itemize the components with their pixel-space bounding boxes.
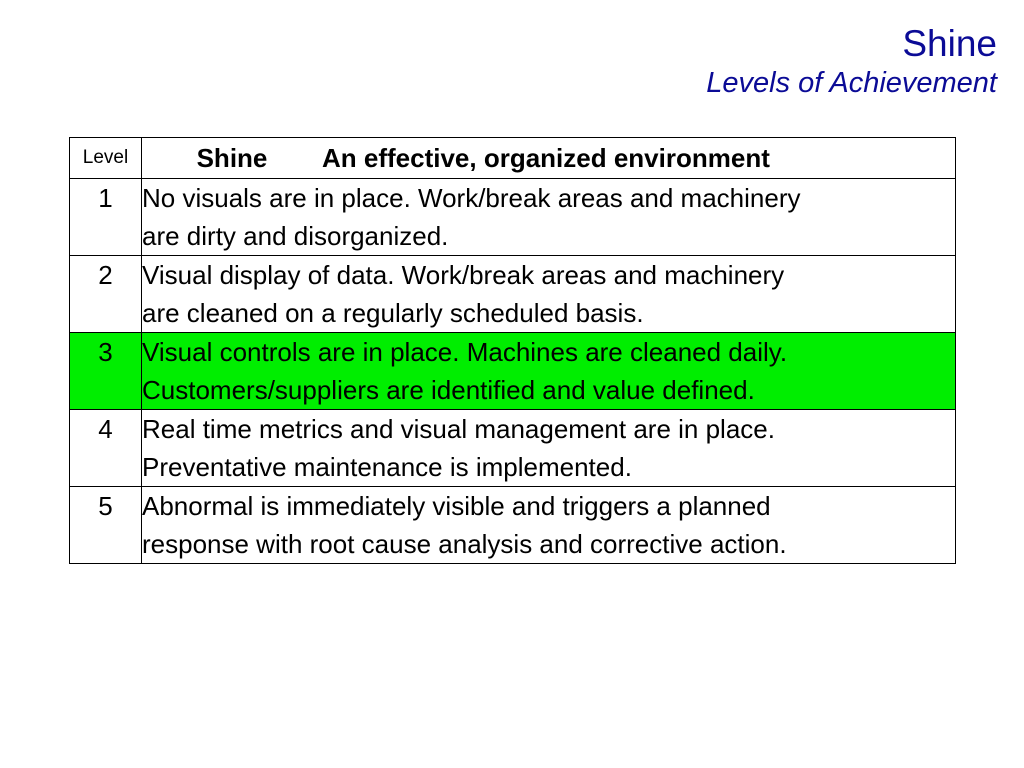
level-description	[142, 333, 956, 410]
description-line: are cleaned on a regularly scheduled basis.	[142, 298, 644, 328]
description-line: Visual controls are in place. Machines are cleaned daily.	[142, 337, 788, 367]
level-description	[142, 179, 956, 256]
description-line: Preventative maintenance is implemented.	[142, 452, 632, 482]
description-line: Visual display of data. Work/break areas and machinery	[142, 260, 785, 290]
table-row-highlighted	[70, 333, 956, 410]
level-description	[142, 410, 956, 487]
table-row	[70, 487, 956, 564]
table-row	[70, 410, 956, 487]
title-block	[706, 22, 997, 100]
table-row	[70, 179, 956, 256]
description-column-header	[142, 138, 956, 179]
achievement-levels-table	[69, 137, 956, 564]
slide-subtitle: Levels of Achievement	[706, 67, 997, 99]
slide-title: Shine	[902, 23, 997, 64]
header-description-label: An effective, organized environment	[322, 143, 770, 173]
description-line: are dirty and disorganized.	[142, 221, 449, 251]
table-row	[70, 256, 956, 333]
description-line: Real time metrics and visual management are in place.	[142, 414, 775, 444]
level-number: 1	[70, 179, 142, 256]
level-column-header: Level	[70, 138, 142, 179]
level-number: 4	[70, 410, 142, 487]
description-line: Abnormal is immediately visible and triggers a planned	[142, 491, 771, 521]
level-description	[142, 256, 956, 333]
description-line: response with root cause analysis and corrective action.	[142, 529, 787, 559]
level-number: 2	[70, 256, 142, 333]
level-number: 5	[70, 487, 142, 564]
description-line: Customers/suppliers are identified and value defined.	[142, 375, 755, 405]
description-line: No visuals are in place. Work/break areas and machinery	[142, 183, 801, 213]
header-shine-label: Shine	[196, 143, 268, 173]
table-header-row	[70, 138, 956, 179]
level-number: 3	[70, 333, 142, 410]
level-description	[142, 487, 956, 564]
